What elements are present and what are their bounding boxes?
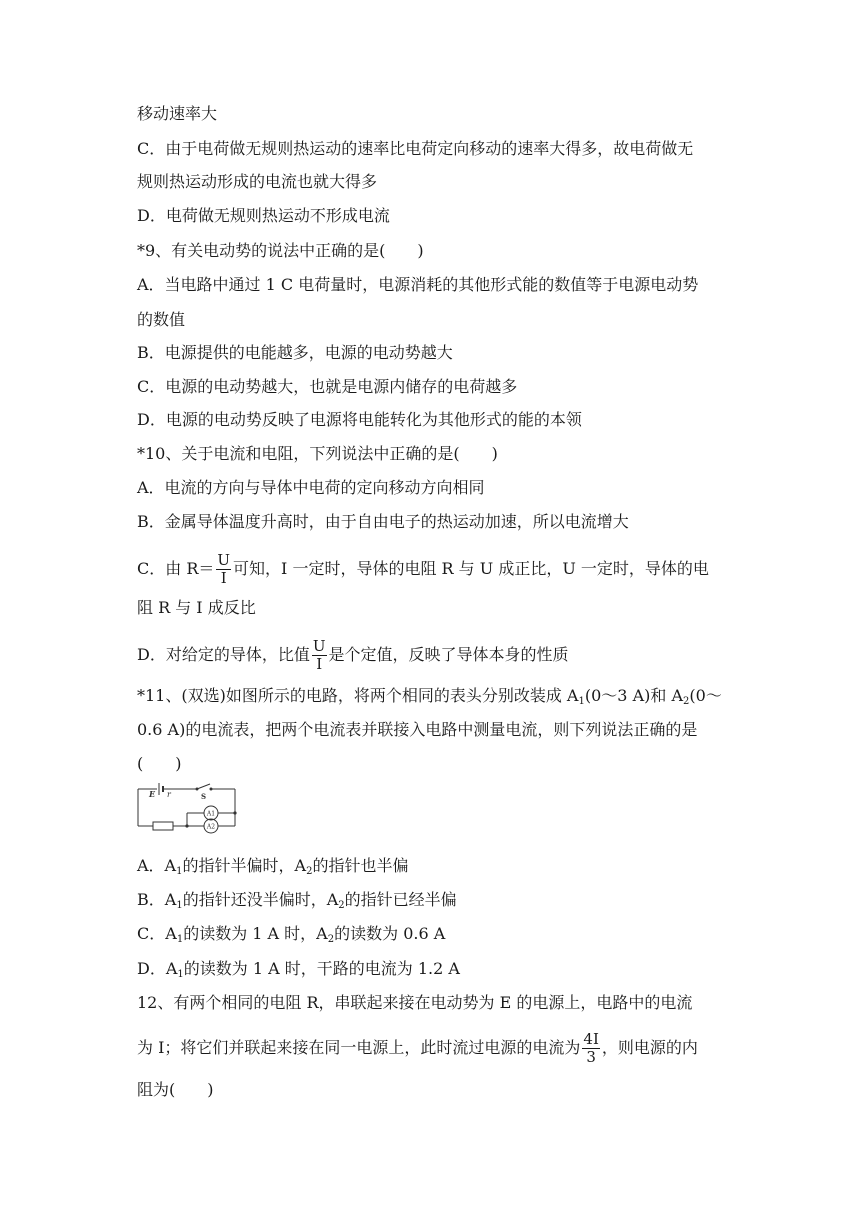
option-a: A．当电路中通过 1 C 电荷量时，电源消耗的其他形式能的数值等于电源电动势 [137, 275, 699, 294]
circuit-diagram [137, 780, 239, 835]
text-segment: 的读数为 1 A 时，A [183, 924, 328, 943]
option-a [137, 855, 408, 877]
ammeter-a1-label: A1 [206, 810, 216, 818]
text-segment: (0～ [689, 686, 722, 705]
option-c: C．电源的电动势越大，也就是电源内储存的电荷越多 [137, 377, 518, 396]
option-d: D．电荷做无规则热运动不形成电流 [137, 206, 390, 225]
switch-contact [196, 788, 199, 791]
text-segment: D．对给定的导体，比值 [137, 645, 310, 664]
fraction-numerator: U [312, 637, 326, 655]
option-d: D．电源的电动势反映了电源将电能转化为其他形式的能的本领 [137, 410, 582, 429]
switch-blade [197, 784, 210, 789]
subscript: 1 [176, 866, 183, 877]
subscript: 2 [683, 696, 690, 707]
text-segment: 的读数为 0.6 A [334, 924, 446, 943]
answer-blank: ( ) [137, 754, 182, 773]
switch-label: S [201, 792, 207, 801]
option-c: C．由于电荷做无规则热运动的速率比电荷定向移动的速率大得多，故电荷做无 [137, 139, 694, 158]
text-line: 0.6 A)的电流表，把两个电流表并联接入电路中测量电流，则下列说法正确的是 [137, 720, 698, 739]
subscript: 1 [176, 934, 184, 945]
subscript: 2 [306, 866, 313, 877]
fraction-denominator: 3 [586, 1048, 596, 1066]
text-segment: 的指针半偏时，A [182, 856, 307, 875]
subscript: 2 [327, 934, 335, 945]
resistor [153, 822, 173, 830]
text-segment: 是个定值，反映了导体本身的性质 [328, 645, 569, 664]
fraction-numerator: U [217, 551, 231, 569]
text-line: 移动速率大 [137, 104, 218, 123]
junction-dot [185, 824, 188, 827]
text-line: 阻 R 与 I 成反比 [137, 598, 256, 617]
text-line: 规则热运动形成的电流也就大得多 [137, 172, 378, 191]
text-segment: C．由 R＝ [137, 559, 215, 578]
option-a: A．电流的方向与导体中电荷的定向移动方向相同 [137, 478, 485, 497]
question-10-stem: *10、关于电流和电阻，下列说法中正确的是( ) [137, 444, 498, 463]
fraction-denominator: I [220, 569, 227, 587]
text-segment: A．A [137, 856, 177, 875]
text-segment: D．A [137, 959, 178, 978]
answer-blank: 阻为( ) [137, 1080, 214, 1099]
fraction-denominator: I [316, 655, 323, 673]
fraction [216, 552, 231, 587]
text-segment: 的读数为 1 A 时，干路的电流为 1.2 A [183, 959, 460, 978]
text-segment: B．A [137, 890, 177, 909]
text-segment: 的指针还没半偏时，A [182, 890, 339, 909]
fraction-numerator: 4I [583, 1030, 599, 1048]
option-c [137, 552, 709, 587]
option-d [137, 638, 569, 673]
option-b: B．金属导体温度升高时，由于自由电子的热运动加速，所以电流增大 [137, 512, 629, 531]
text-segment: 的指针也半偏 [312, 856, 409, 875]
option-b [137, 889, 457, 911]
text-segment: C．A [137, 924, 177, 943]
text-segment: 可知，I 一定时，导体的电阻 R 与 U 成正比，U 一定时，导体的电 [233, 559, 709, 578]
text-segment: ，则电源的内 [601, 1038, 698, 1057]
subscript: 1 [176, 900, 183, 911]
emf-label: E [149, 789, 156, 799]
option-c [137, 923, 445, 945]
subscript: 1 [177, 969, 184, 980]
switch-contact [210, 788, 213, 791]
text-segment: *11、(双选)如图所示的电路，将两个相同的表头分别改装成 A [137, 686, 579, 705]
subscript: 2 [338, 900, 345, 911]
text-line [137, 1031, 698, 1066]
question-12-stem: 12、有两个相同的电阻 R，串联起来接在电动势为 E 的电源上，电路中的电流 [137, 993, 693, 1012]
fraction [312, 638, 327, 673]
option-d [137, 958, 460, 980]
text-segment: 为 I；将它们并联起来接在同一电源上，此时流过电源的电流为 [137, 1038, 581, 1057]
junction-dot [233, 811, 236, 814]
fraction [582, 1031, 599, 1066]
ammeter-a2-label: A2 [206, 823, 216, 831]
text-segment: 的指针已经半偏 [344, 890, 457, 909]
option-b: B．电源提供的电能越多，电源的电动势越大 [137, 343, 453, 362]
subscript: 1 [578, 696, 585, 707]
question-11-stem [137, 685, 722, 707]
question-9-stem: *9、有关电动势的说法中正确的是( ) [137, 241, 424, 260]
internal-resistance-label: r [167, 790, 171, 799]
text-line: 的数值 [137, 310, 186, 329]
text-segment: (0～3 A)和 A [584, 686, 684, 705]
